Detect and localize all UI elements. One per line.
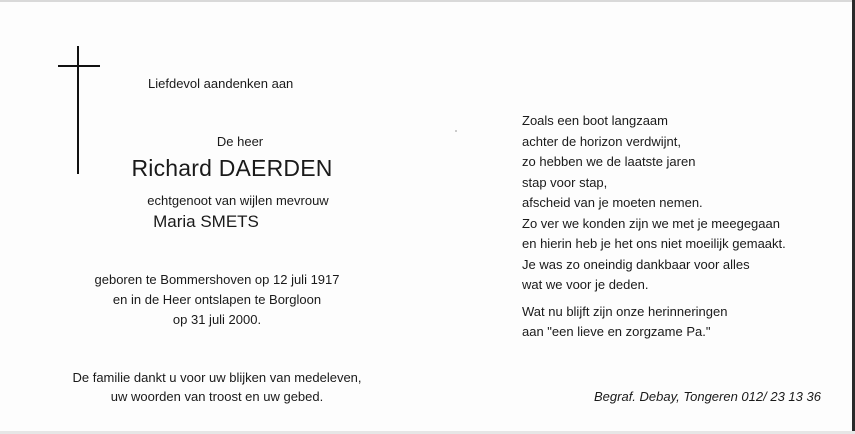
poem-line: Zoals een boot langzaam — [522, 113, 668, 128]
poem-line: Zo ver we konden zijn we met je meegegaan — [522, 215, 780, 231]
undertaker-credit: Begraf. Debay, Tongeren 012/ 23 13 36 — [594, 389, 821, 404]
poem-line: wat we voor je deden. — [522, 277, 649, 292]
poem — [522, 113, 786, 345]
card-top-edge — [0, 0, 855, 2]
death-date-line: op 31 juli 2000. — [172, 312, 262, 327]
thanks-line-1: De familie dankt u voor uw blijken van medeleven, — [72, 370, 362, 385]
deceased-name: Richard DAERDEN — [131, 155, 333, 181]
spouse-name: Maria SMETS — [153, 212, 259, 231]
poem-closing-line: aan "een lieve en zorgzame Pa." — [522, 324, 711, 339]
poem-line: stap voor stap, — [522, 174, 608, 190]
birth-line: geboren te Bommershoven op 12 juli 1917 — [94, 272, 340, 287]
poem-line: en hierin heb je het ons niet moeilijk gemaakt. — [522, 236, 786, 251]
cross-horizontal-bar — [58, 65, 100, 67]
paper-speck — [455, 130, 457, 132]
title-text: De heer — [216, 134, 264, 149]
death-place-line: en in de Heer ontslapen te Borgloon — [112, 292, 322, 307]
poem-line: afscheid van je moeten nemen. — [522, 195, 703, 210]
spouse-line: echtgenoot van wijlen mevrouw — [147, 193, 329, 208]
intro-text: Liefdevol aandenken aan — [148, 76, 294, 91]
poem-closing-line: Wat nu blijft zijn onze herinneringen — [522, 303, 728, 319]
poem-line: Je was zo oneindig dankbaar voor alles — [522, 256, 750, 272]
thanks-line-2: uw woorden van troost en uw gebed. — [110, 389, 324, 404]
poem-line: zo hebben we de laatste jaren — [522, 154, 696, 169]
poem-line: achter de horizon verdwijnt, — [522, 133, 681, 149]
